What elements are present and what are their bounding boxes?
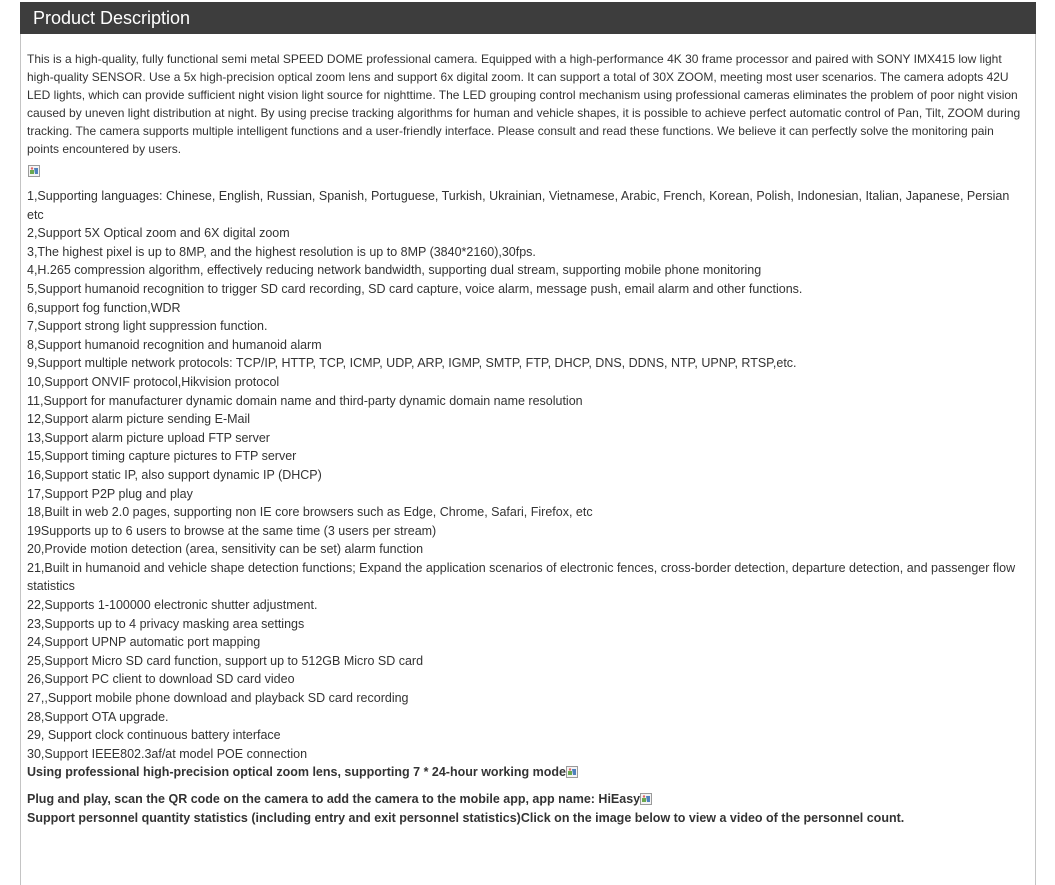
description-content	[20, 34, 1036, 885]
bold-line-app	[27, 790, 1027, 809]
section-title: Product Description	[33, 8, 191, 28]
bold-line-app-text: Plug and play, scan the QR code on the camera to add the camera to the mobile app, app name: HiEasy	[27, 792, 641, 806]
feature-item: 11,Support for manufacturer dynamic domain name and third-party dynamic domain name resolution	[27, 393, 583, 408]
feature-item: 25,Support Micro SD card function, support up to 512GB Micro SD card	[27, 653, 424, 668]
feature-item: 9,Support multiple network protocols: TCP/IP, HTTP, TCP, ICMP, UDP, ARP, IGMP, SMTP, FTP, DHCP, DNS, DDNS, NTP, UPNP, RTSP,etc.	[27, 356, 797, 371]
feature-list	[27, 187, 1027, 763]
broken-image-icon	[566, 766, 578, 778]
feature-item: 8,Support humanoid recognition and humanoid alarm	[27, 337, 322, 352]
bold-line-statistics-text: Support personnel quantity statistics (including entry and exit personnel statistics)Click on the image below to view a video of the personnel count.	[27, 810, 905, 825]
feature-item: 24,Support UPNP automatic port mapping	[27, 635, 261, 650]
feature-item: 13,Support alarm picture upload FTP server	[27, 430, 270, 445]
feature-item: 20,Provide motion detection (area, sensitivity can be set) alarm function	[27, 542, 424, 557]
section-header	[20, 2, 1036, 34]
feature-item: 18,Built in web 2.0 pages, supporting non IE core browsers such as Edge, Chrome, Safari, Firefox, etc	[27, 505, 593, 520]
bold-line-zoom	[27, 763, 1027, 782]
bold-line-zoom-text: Using professional high-precision optical zoom lens, supporting 7 * 24-hour working mode	[27, 765, 566, 780]
feature-item: 29, Support clock continuous battery interface	[27, 728, 281, 743]
feature-item: 15,Support timing capture pictures to FTP server	[27, 449, 297, 464]
feature-item: 22,Supports 1-100000 electronic shutter adjustment.	[27, 598, 318, 613]
feature-item: 21,Built in humanoid and vehicle shape detection functions; Expand the application scenarios of electronic fences, cross-border detection, departure detection, and passenger flow statistics	[27, 560, 1016, 594]
feature-item: 1,Supporting languages: Chinese, English, Russian, Spanish, Portuguese, Turkish, Ukrainian, Vietnamese, Arabic, French, Korean, Polish, Indonesian, Italian, Japanese, Persian etc	[27, 189, 1010, 222]
feature-item: 2,Support 5X Optical zoom and 6X digital zoom	[27, 226, 290, 241]
feature-item: 12,Support alarm picture sending E-Mail	[27, 412, 251, 427]
feature-item: 10,Support ONVIF protocol,Hikvision protocol	[27, 374, 280, 389]
feature-item: 4,H.265 compression algorithm, effectively reducing network bandwidth, supporting dual stream, supporting mobile phone monitoring	[27, 263, 762, 278]
feature-item: 7,Support strong light suppression function.	[27, 319, 268, 334]
feature-item: 17,Support P2P plug and play	[27, 486, 193, 501]
feature-item: 19Supports up to 6 users to browse at the same time (3 users per stream)	[27, 523, 437, 538]
bold-line-statistics	[27, 809, 1027, 828]
broken-image-icon	[640, 793, 652, 805]
feature-item: 26,Support PC client to download SD card video	[27, 672, 295, 687]
product-description-panel	[20, 2, 1036, 885]
feature-item: 27,,Support mobile phone download and playback SD card recording	[27, 691, 409, 706]
broken-image-icon	[28, 165, 40, 177]
feature-item: 3,The highest pixel is up to 8MP, and the highest resolution is up to 8MP (3840*2160),30fps.	[27, 244, 536, 259]
feature-item: 5,Support humanoid recognition to trigger SD card recording, SD card capture, voice alarm, message push, email alarm and other functions.	[27, 281, 803, 296]
feature-item: 23,Supports up to 4 privacy masking area settings	[27, 616, 305, 631]
intro-paragraph: This is a high-quality, fully functional semi metal SPEED DOME professional camera. Equipped with a high-performance 4K 30 frame processor and paired with SONY IMX415 low light high-quality SENSOR. Use a 5x high-precision optical zoom lens and support 6x digital zoom. It can support a total of 30X ZOOM, meeting most user scenarios. The camera adopts 42U LED lights, which can provide sufficient night vision light source for nighttime. The LED grouping control mechanism using professional cameras eliminates the problem of poor night vision caused by uneven light distribution at night. By using precise tracking algorithms for human and vehicle shapes, it is possible to achieve perfect automatic control of Pan, Tilt, ZOOM during tracking. The camera supports multiple intelligent functions and a user-friendly interface. Please consult and read these functions. We believe it can perfectly solve the monitoring pain points encountered by users.	[27, 52, 1021, 156]
feature-item: 30,Support IEEE802.3af/at model POE connection	[27, 746, 308, 761]
feature-item: 6,support fog function,WDR	[27, 300, 181, 315]
feature-item: 16,Support static IP, also support dynamic IP (DHCP)	[27, 467, 322, 482]
feature-item: 28,Support OTA upgrade.	[27, 709, 169, 724]
